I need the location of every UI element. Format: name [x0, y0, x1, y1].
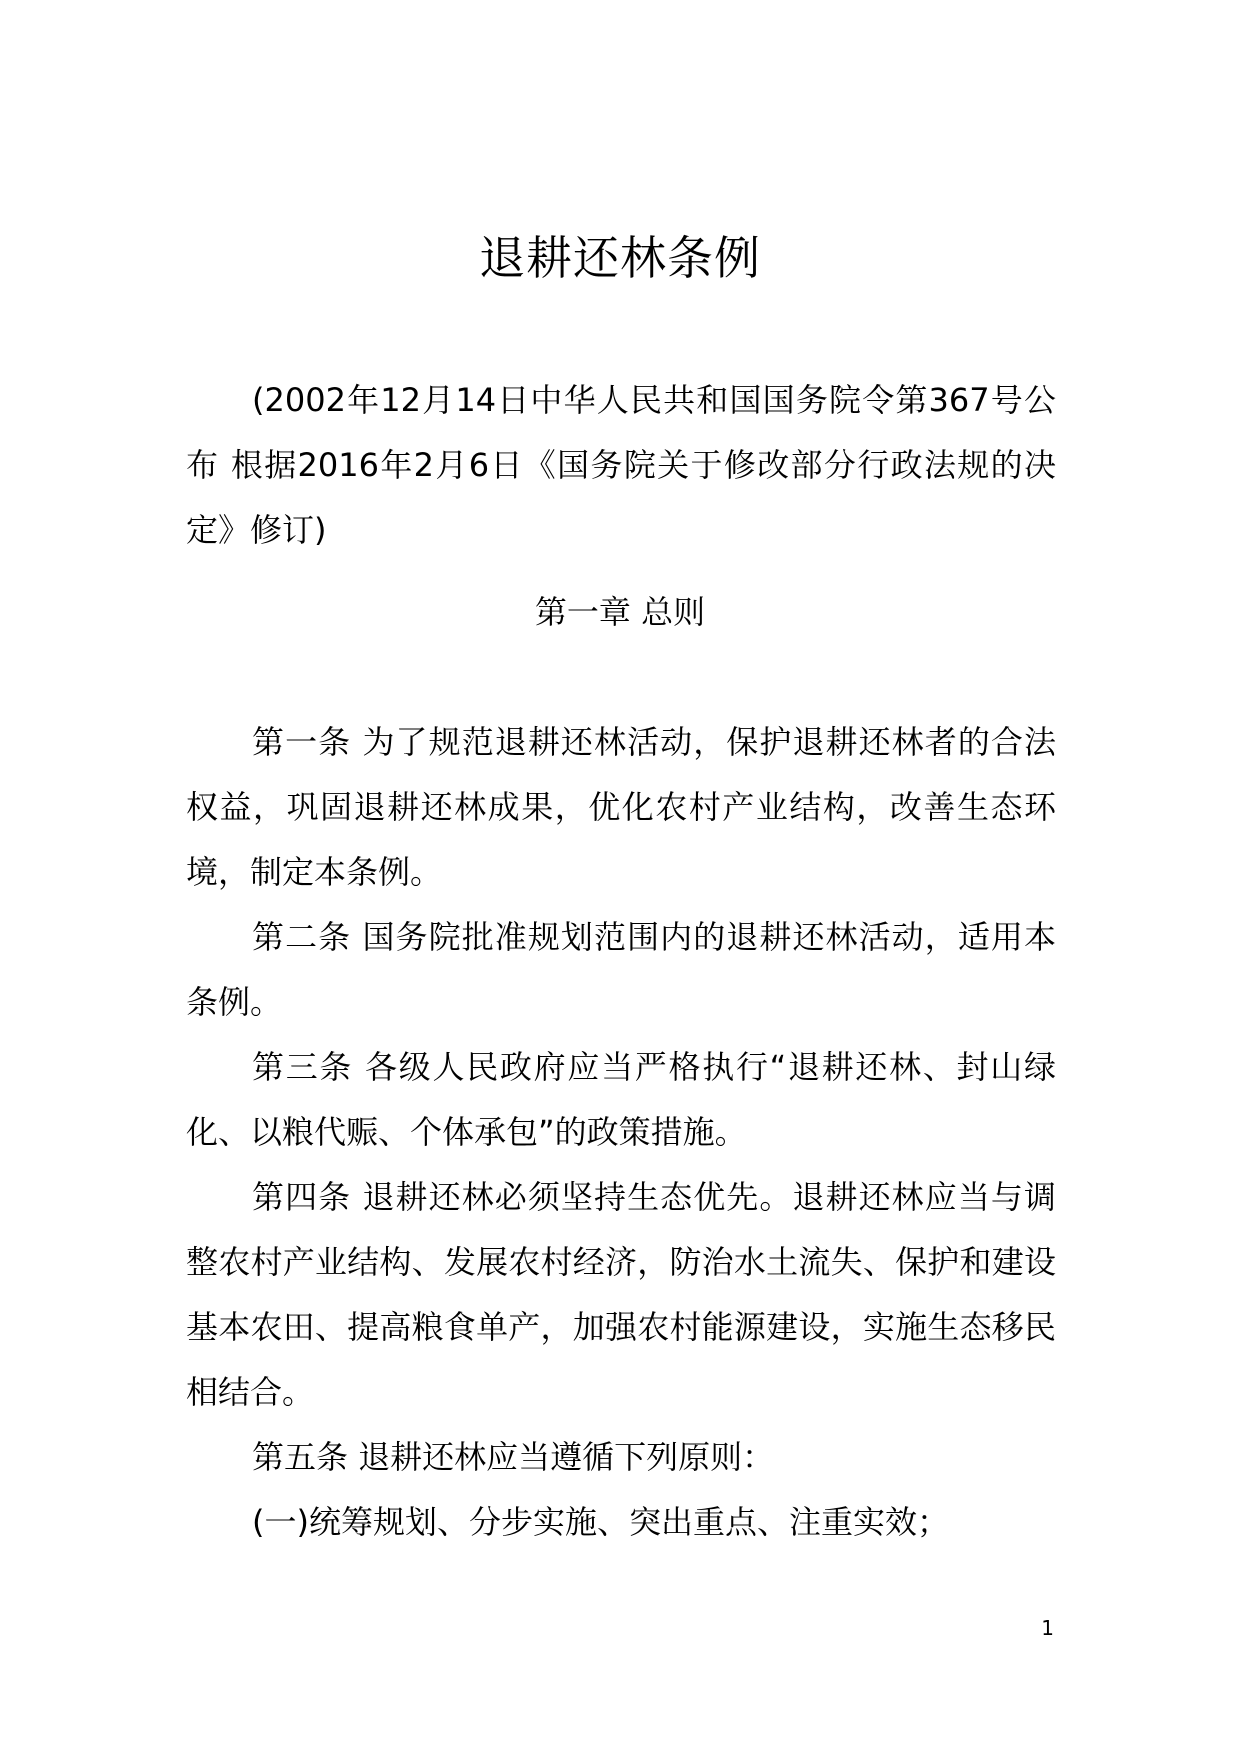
article-2: 第二条 国务院批准规划范围内的退耕还林活动，适用本条例。	[186, 918, 1056, 1021]
chapter-heading: 第一章 总则	[534, 593, 706, 631]
article-list	[186, 710, 1056, 1555]
article-3: 第三条 各级人民政府应当严格执行“退耕还林、封山绿化、以粮代赈、个体承包”的政策措施。	[186, 1048, 1056, 1151]
document-title: 退耕还林条例	[479, 231, 761, 285]
article-5-item-1: (一)统筹规划、分步实施、突出重点、注重实效；	[252, 1503, 949, 1541]
article-4: 第四条 退耕还林必须坚持生态优先。退耕还林应当与调整农村产业结构、发展农村经济，防治水土流失、保护和建设基本农田、提高粮食单产，加强农村能源建设，实施生态移民相结合。	[186, 1178, 1056, 1411]
page-number: 1	[1041, 1616, 1054, 1640]
article-5: 第五条 退耕还林应当遵循下列原则：	[252, 1438, 775, 1476]
article-1: 第一条 为了规范退耕还林活动，保护退耕还林者的合法权益，巩固退耕还林成果，优化农村产业结构，改善生态环境，制定本条例。	[186, 723, 1056, 891]
preamble-text: (2002年12月14日中华人民共和国国务院令第367号公布 根据2016年2月6日《国务院关于修改部分行政法规的决定》修订)	[186, 381, 1056, 549]
preamble	[186, 368, 1056, 563]
